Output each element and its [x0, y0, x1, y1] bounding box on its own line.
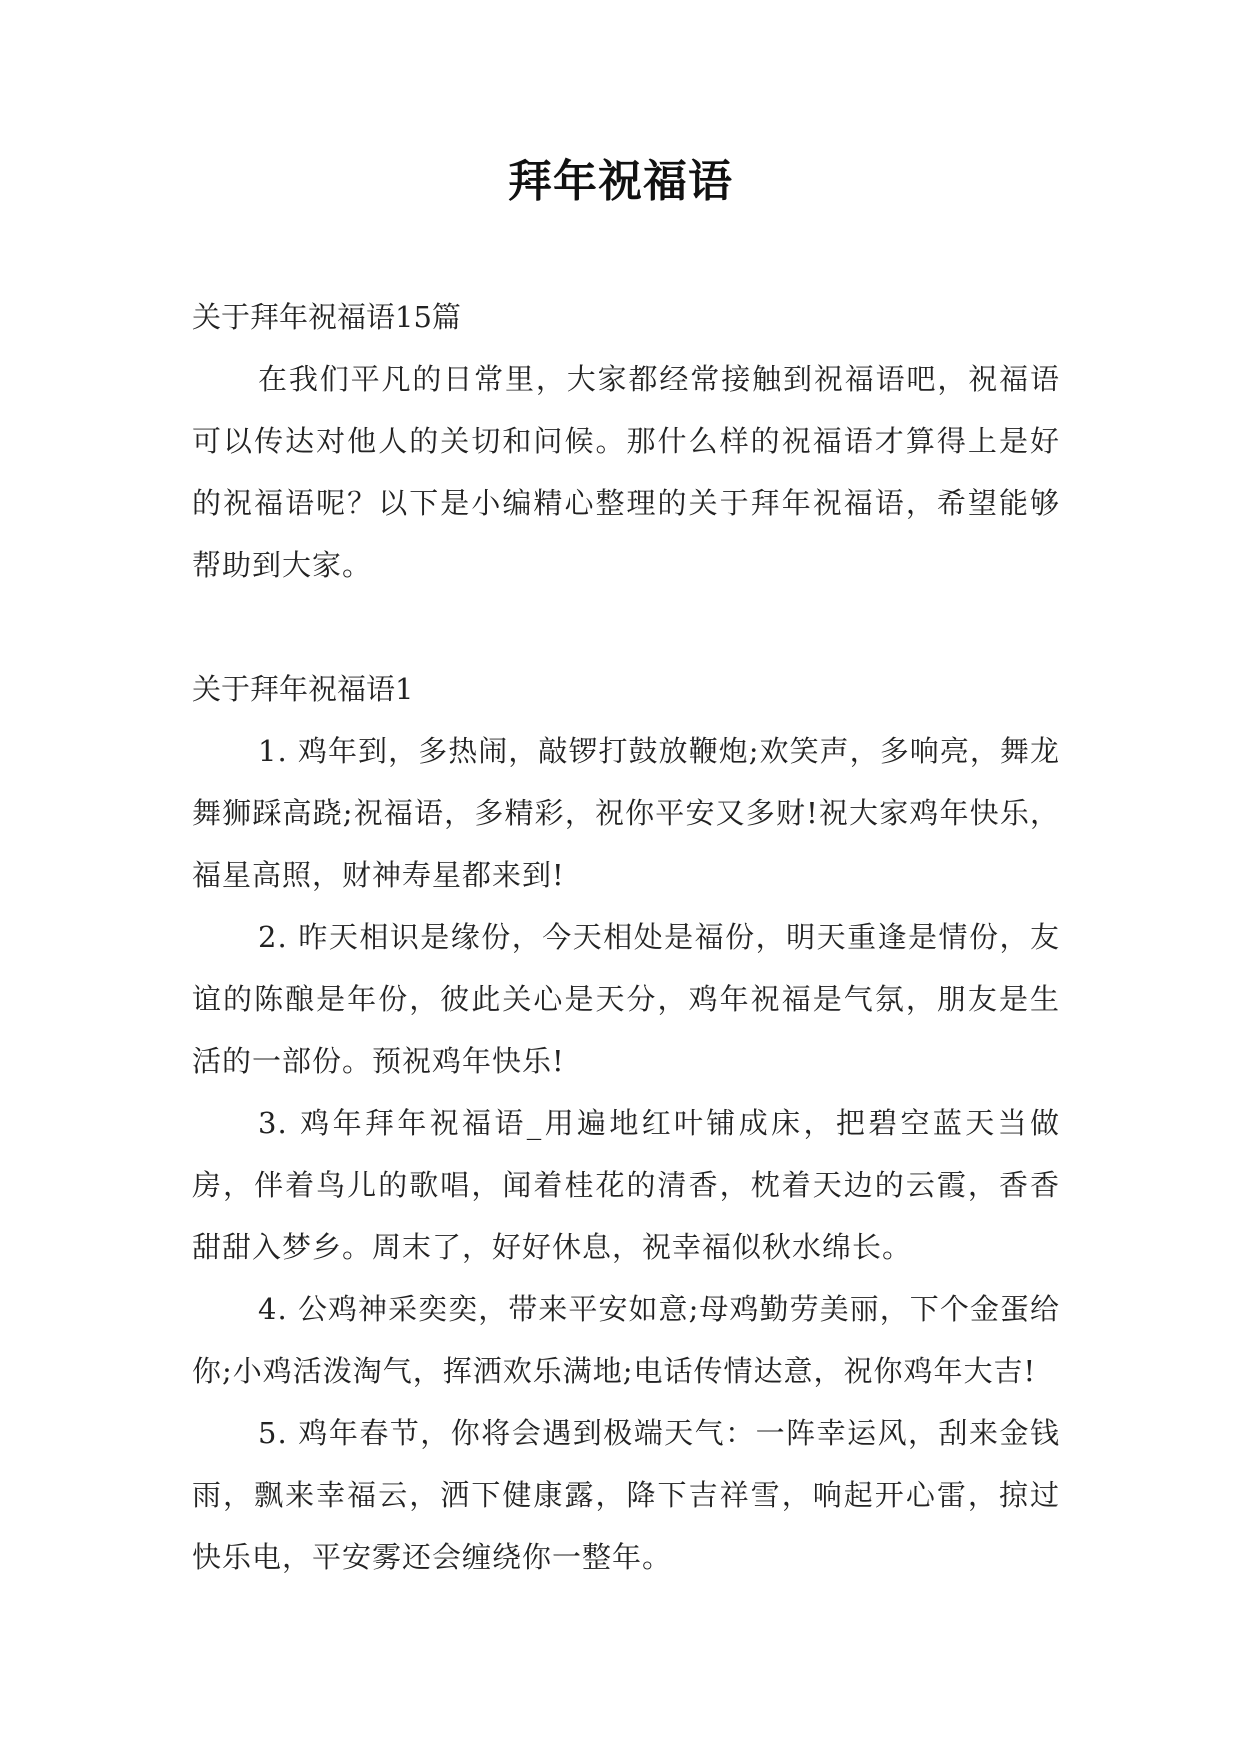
- list-item: 2. 昨天相识是缘份，今天相处是福份，明天重逢是情份，友谊的陈酿是年份，彼此关心是天分，鸡年祝福是气氛，朋友是生活的一部份。预祝鸡年快乐!: [192, 920, 1060, 1078]
- document-body: [192, 286, 1060, 1588]
- document-subtitle: 关于拜年祝福语15篇: [192, 300, 461, 334]
- section-spacer: [192, 596, 1060, 658]
- list-item: 5. 鸡年春节，你将会遇到极端天气：一阵幸运风，刮来金钱雨，飘来幸福云，洒下健康露，降下吉祥雪，响起开心雷，掠过快乐电，平安雾还会缠绕你一整年。: [192, 1416, 1060, 1574]
- list-item: 1. 鸡年到，多热闹，敲锣打鼓放鞭炮;欢笑声，多响亮，舞龙舞狮踩高跷;祝福语，多精彩，祝你平安又多财!祝大家鸡年快乐，福星高照，财神寿星都来到!: [192, 734, 1060, 892]
- list-item: 4. 公鸡神采奕奕，带来平安如意;母鸡勤劳美丽，下个金蛋给你;小鸡活泼淘气，挥洒欢乐满地;电话传情达意，祝你鸡年大吉!: [192, 1292, 1060, 1388]
- section-heading: 关于拜年祝福语1: [192, 672, 414, 706]
- list-item: 3. 鸡年拜年祝福语_用遍地红叶铺成床，把碧空蓝天当做房，伴着鸟儿的歌唱，闻着桂花的清香，枕着天边的云霞，香香甜甜入梦乡。周末了，好好休息，祝幸福似秋水绵长。: [192, 1106, 1060, 1264]
- document-title: 拜年祝福语: [508, 156, 733, 207]
- intro-paragraph: 在我们平凡的日常里，大家都经常接触到祝福语吧，祝福语可以传达对他人的关切和问候。那什么样的祝福语才算得上是好的祝福语呢？以下是小编精心整理的关于拜年祝福语，希望能够帮助到大家。: [192, 362, 1060, 582]
